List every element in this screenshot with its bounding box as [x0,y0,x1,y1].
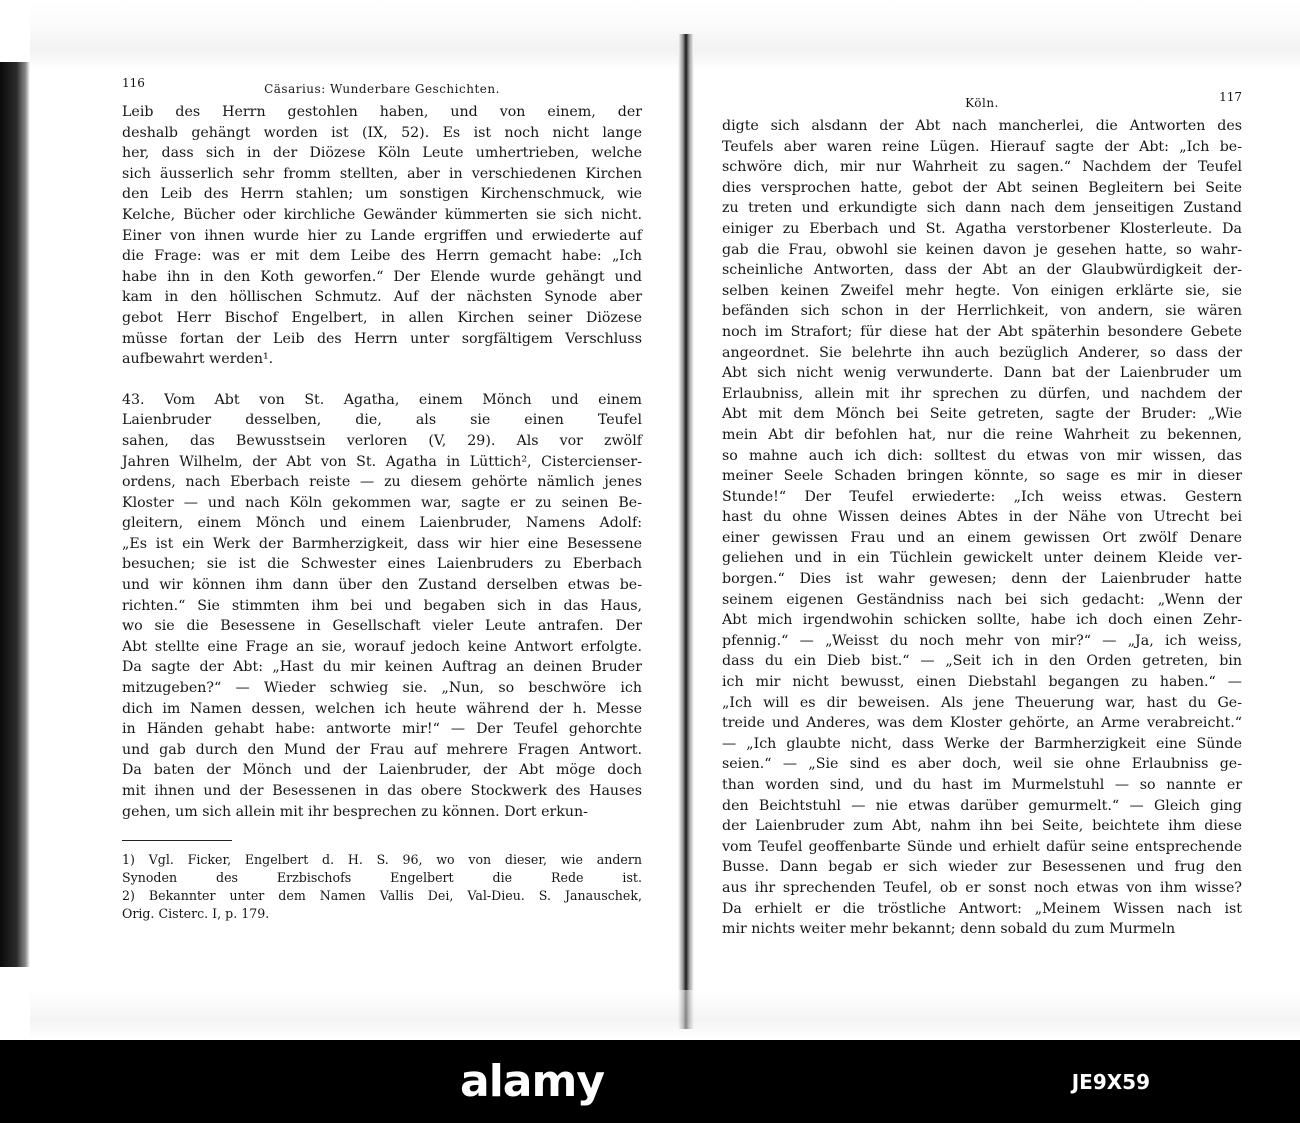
text-line: die Frage: was er mit dem Leibe des Herrn gemacht habe: „Ich [122,248,642,265]
text-line: Laienbruder desselben, die, als sie einen Teufel [122,412,642,429]
right-running-head [722,90,1242,116]
text-line: den Leib des Herrn stahlen; um sonstigen Kirchenschmuck, wie [122,186,642,203]
paragraph [122,102,642,370]
text-line: wo sie die Besessene in Gesellschaft vieler Leute antrafen. Der [122,618,642,635]
text-line: Abt sich nicht wenig verwunderte. Dann bat der Laienbruder um [722,365,1242,382]
text-line: dass du ein Dieb bist.“ — „Seit ich in den Orden getreten, bin [722,653,1242,670]
text-line: mitzugeben?“ — Wieder schwieg sie. „Nun, so beschwöre ich [122,680,642,697]
right-page [722,90,1242,940]
text-line: kam in den höllischen Schmutz. Auf der nächsten Synode aber [122,289,642,306]
text-line: und gab durch den Mund der Frau auf mehrere Fragen Antwort. [122,741,642,758]
text-line: dies versprochen hatte, gebot der Abt seinen Begleitern bei Seite [722,179,1242,196]
text-line: ich mir nicht bewusst, einen Diebstahl begangen zu haben.“ — [722,674,1242,691]
text-line: mit ihnen und der Besessenen in das obere Stockwerk des Hauses [122,783,642,799]
text-line: Abt mit dem Mönch bei Seite getreten, sagte der Bruder: „Wie [722,406,1242,423]
text-line: Kelche, Bücher oder kirchliche Gewänder kümmerten sie sich nicht. [122,206,642,223]
page-number: 117 [1219,90,1242,104]
text-line: Einer von ihnen wurde hier zu Lande ergriffen und erwiederte auf [122,227,642,244]
text-line: „Es ist ein Werk der Barmherzigkeit, dass wir hier eine Besessene [122,535,642,552]
text-line: mir nichts weiter mehr bekannt; denn sobald du zum Murmeln [722,921,1176,938]
text-line: seinem eigenen Geständniss nach bei sich gedacht: „Wenn der [722,591,1242,608]
text-line: Da sagte der Abt: „Hast du mir keinen Auftrag an deinen Bruder [122,659,642,676]
text-line: Stunde!“ Der Teufel erwiederte: „Ich weiss etwas. Gestern [722,488,1242,505]
text-line: — „Ich glaubte nicht, dass Werke der Barmherzigkeit eine Sünde [722,735,1242,752]
text-line: den Beichtstuhl — nie etwas darüber gemurmelt.“ — Gleich ging [722,797,1242,814]
text-line: sahen, das Bewusstsein verloren (V, 29). Als vor zwölf [122,432,642,449]
running-title: Cäsarius: Wunderbare Geschichten. [264,82,500,96]
text-line: geliehen und in ein Tüchlein gewickelt unter deinem Kleide ver- [722,550,1242,567]
text-line: aus ihr sprechenden Teufel, ob er sonst noch etwas von ihm wisse? [722,879,1242,896]
text-line: in Händen gehabt habe: antworte mir!“ — Der Teufel gehorchte [122,721,642,738]
text-line: der Laienbruder zum Abt, nahm ihn bei Seite, beichtete ihm diese [722,818,1242,835]
text-line: zu treten und erkundigte sich dann nach dem jenseitigen Zustand [722,200,1242,217]
right-body-text [722,116,1242,940]
text-line: Erlaubniss, allein mit ihr sprechen zu dürfen, und nachdem der [722,385,1242,402]
text-line: Leib des Herrn gestohlen haben, und von einem, der [122,104,642,120]
text-line: gehen, um sich allein mit ihr besprechen zu können. Dort erkun- [122,803,588,820]
text-line: einiger zu Eberbach und St. Agatha verstorbener Klosterleute. Da [722,220,1242,237]
text-line: Jahren Wilhelm, der Abt von St. Agatha in Lüttich², Cistercienser- [122,453,642,470]
text-line: pfennig.“ — „Weisst du noch mehr von mir?“ — „Ja, ich weiss, [722,632,1242,649]
text-line: Synoden des Erzbischofs Engelbert die Rede ist. [122,870,642,886]
book-gutter [678,34,694,1029]
text-line: deshalb gehängt worden ist (IX, 52). Es ist noch nicht lange [122,124,642,141]
text-line: ordens, nach Eberbach reiste — zu diesem gehörte nämlich jenes [122,474,642,491]
page-number: 116 [122,76,145,90]
left-body-text [122,102,642,822]
text-line: mein Abt dir befohlen hat, nur die reine Wahrheit zu bekennen, [722,426,1242,443]
text-line: befänden sich schon in der Herrlichkeit, von andern, sie wären [722,303,1242,320]
text-line: 43. Vom Abt von St. Agatha, einem Mönch und einem [122,391,642,408]
text-line: sich äusserlich sehr fromm stellten, aber in verschiedenen Kirchen [122,165,642,182]
text-line: und wir können ihm dann über den Zustand derselben etwas be- [122,577,642,594]
running-title: Köln. [965,96,999,110]
text-line: dich im Namen dessen, welchen ich heute während der h. Messe [122,700,642,717]
text-line: gleitern, einem Mönch und einem Laienbruder, Namens Adolf: [122,515,642,532]
footnote-rule [122,840,232,841]
text-line: vom Teufel geoffenbarte Sünde und erhielt dafür seine entsprechende [722,838,1242,855]
text-line: seien.“ — „Sie sind es aber doch, weil sie ohne Erlaubniss ge- [722,756,1242,773]
text-line: 1) Vgl. Ficker, Engelbert d. H. S. 96, wo von dieser, wie andern [122,852,642,868]
left-running-head [122,76,642,102]
watermark-image-id: JE9X59 [1071,1069,1150,1094]
text-line: „Ich will es dir beweisen. Als jene Theuerung war, hast du Ge- [722,694,1242,711]
text-line: borgen.“ Dies ist wahr gewesen; denn der Laienbruder hatte [722,571,1242,588]
watermark [0,1040,1300,1123]
text-line: gab die Frau, obwohl sie keinen davon je gesehen hatte, so wahr- [722,241,1242,258]
top-shadow [30,0,1300,70]
text-line: her, dass sich in der Diözese Köln Leute umhertrieben, welche [122,145,642,162]
text-line: scheinliche Antworten, dass der Abt an der Glaubwürdigkeit der- [722,262,1242,279]
text-line: gebot Herr Bischof Engelbert, in allen Kirchen seiner Diözese [122,309,642,326]
text-line: Abt stellte eine Frage an sie, worauf jedoch keine Antwort erfolgte. [122,638,642,655]
bottom-shadow [30,990,1300,1040]
text-line: noch im Strafort; für diese hat der Abt späterhin besondere Gebete [722,323,1242,340]
text-line: Kloster — und nach Köln gekommen war, sagte er zu seinen Be- [122,494,642,511]
text-line: Da baten der Mönch und der Laienbruder, der Abt möge doch [122,762,642,779]
text-line: Abt mich irgendwohin schicken sollte, habe ich doch einen Zehr- [722,612,1242,629]
paragraph-gap [122,370,642,390]
text-line: angeordnet. Sie belehrte ihn auch bezüglich Anderer, so dass der [722,344,1242,361]
text-line: digte sich alsdann der Abt nach mancherlei, die Antworten des [722,118,1242,134]
text-line: treide und Anderes, was dem Kloster gehörte, an Arme verabreicht.“ [722,715,1242,732]
book-edge-shadow [0,62,30,967]
text-line: schwöre dich, mir nur Wahrheit zu sagen.“ Nachdem der Teufel [722,159,1242,176]
text-line: than worden sind, und du hast im Murmelstuhl — so nannte er [722,777,1242,793]
text-line: Da erhielt er die tröstliche Antwort: „Meinem Wissen nach ist [722,900,1242,917]
text-line: hast du ohne Wissen deines Abtes in der Nähe von Utrecht bei [722,509,1242,526]
text-line: einer gewissen Frau und an einem gewissen Ort zwölf Denare [722,529,1242,546]
footnotes [122,851,642,923]
text-line: aufbewahrt werden¹. [122,351,274,368]
text-line: müsse fortan der Leib des Herrn unter sorgfältigem Verschluss [122,330,642,347]
text-line: so mahne auch ich dich: solltest du etwas von mir wissen, das [722,447,1242,464]
left-page [122,76,642,923]
text-line: 2) Bekannter unter dem Namen Vallis Dei, Val-Dieu. S. Janauschek, [122,888,642,904]
text-line: selben keinen Zweifel mehr hegte. Von einigen erklärte sie, sie [722,282,1242,299]
text-line: Orig. Cisterc. I, p. 179. [122,906,270,922]
text-line: Teufels aber waren reine Lügen. Hierauf sagte der Abt: „Ich be- [722,138,1242,155]
paragraph [122,390,642,822]
text-line: Busse. Dann begab er sich wieder zur Besessenen und frug den [722,859,1242,876]
text-line: richten.“ Sie stimmten ihm bei und begaben sich in das Haus, [122,597,642,614]
text-line: habe ihn in den Koth geworfen.“ Der Elende wurde gehängt und [122,268,642,285]
text-line: besuchen; sie ist die Schwester eines Laienbruders zu Eberbach [122,556,642,573]
watermark-logo: alamy [460,1056,604,1107]
text-line: meiner Seele Schaden bringen könnte, so sage es mir in dieser [722,468,1242,485]
paragraph [722,116,1242,940]
